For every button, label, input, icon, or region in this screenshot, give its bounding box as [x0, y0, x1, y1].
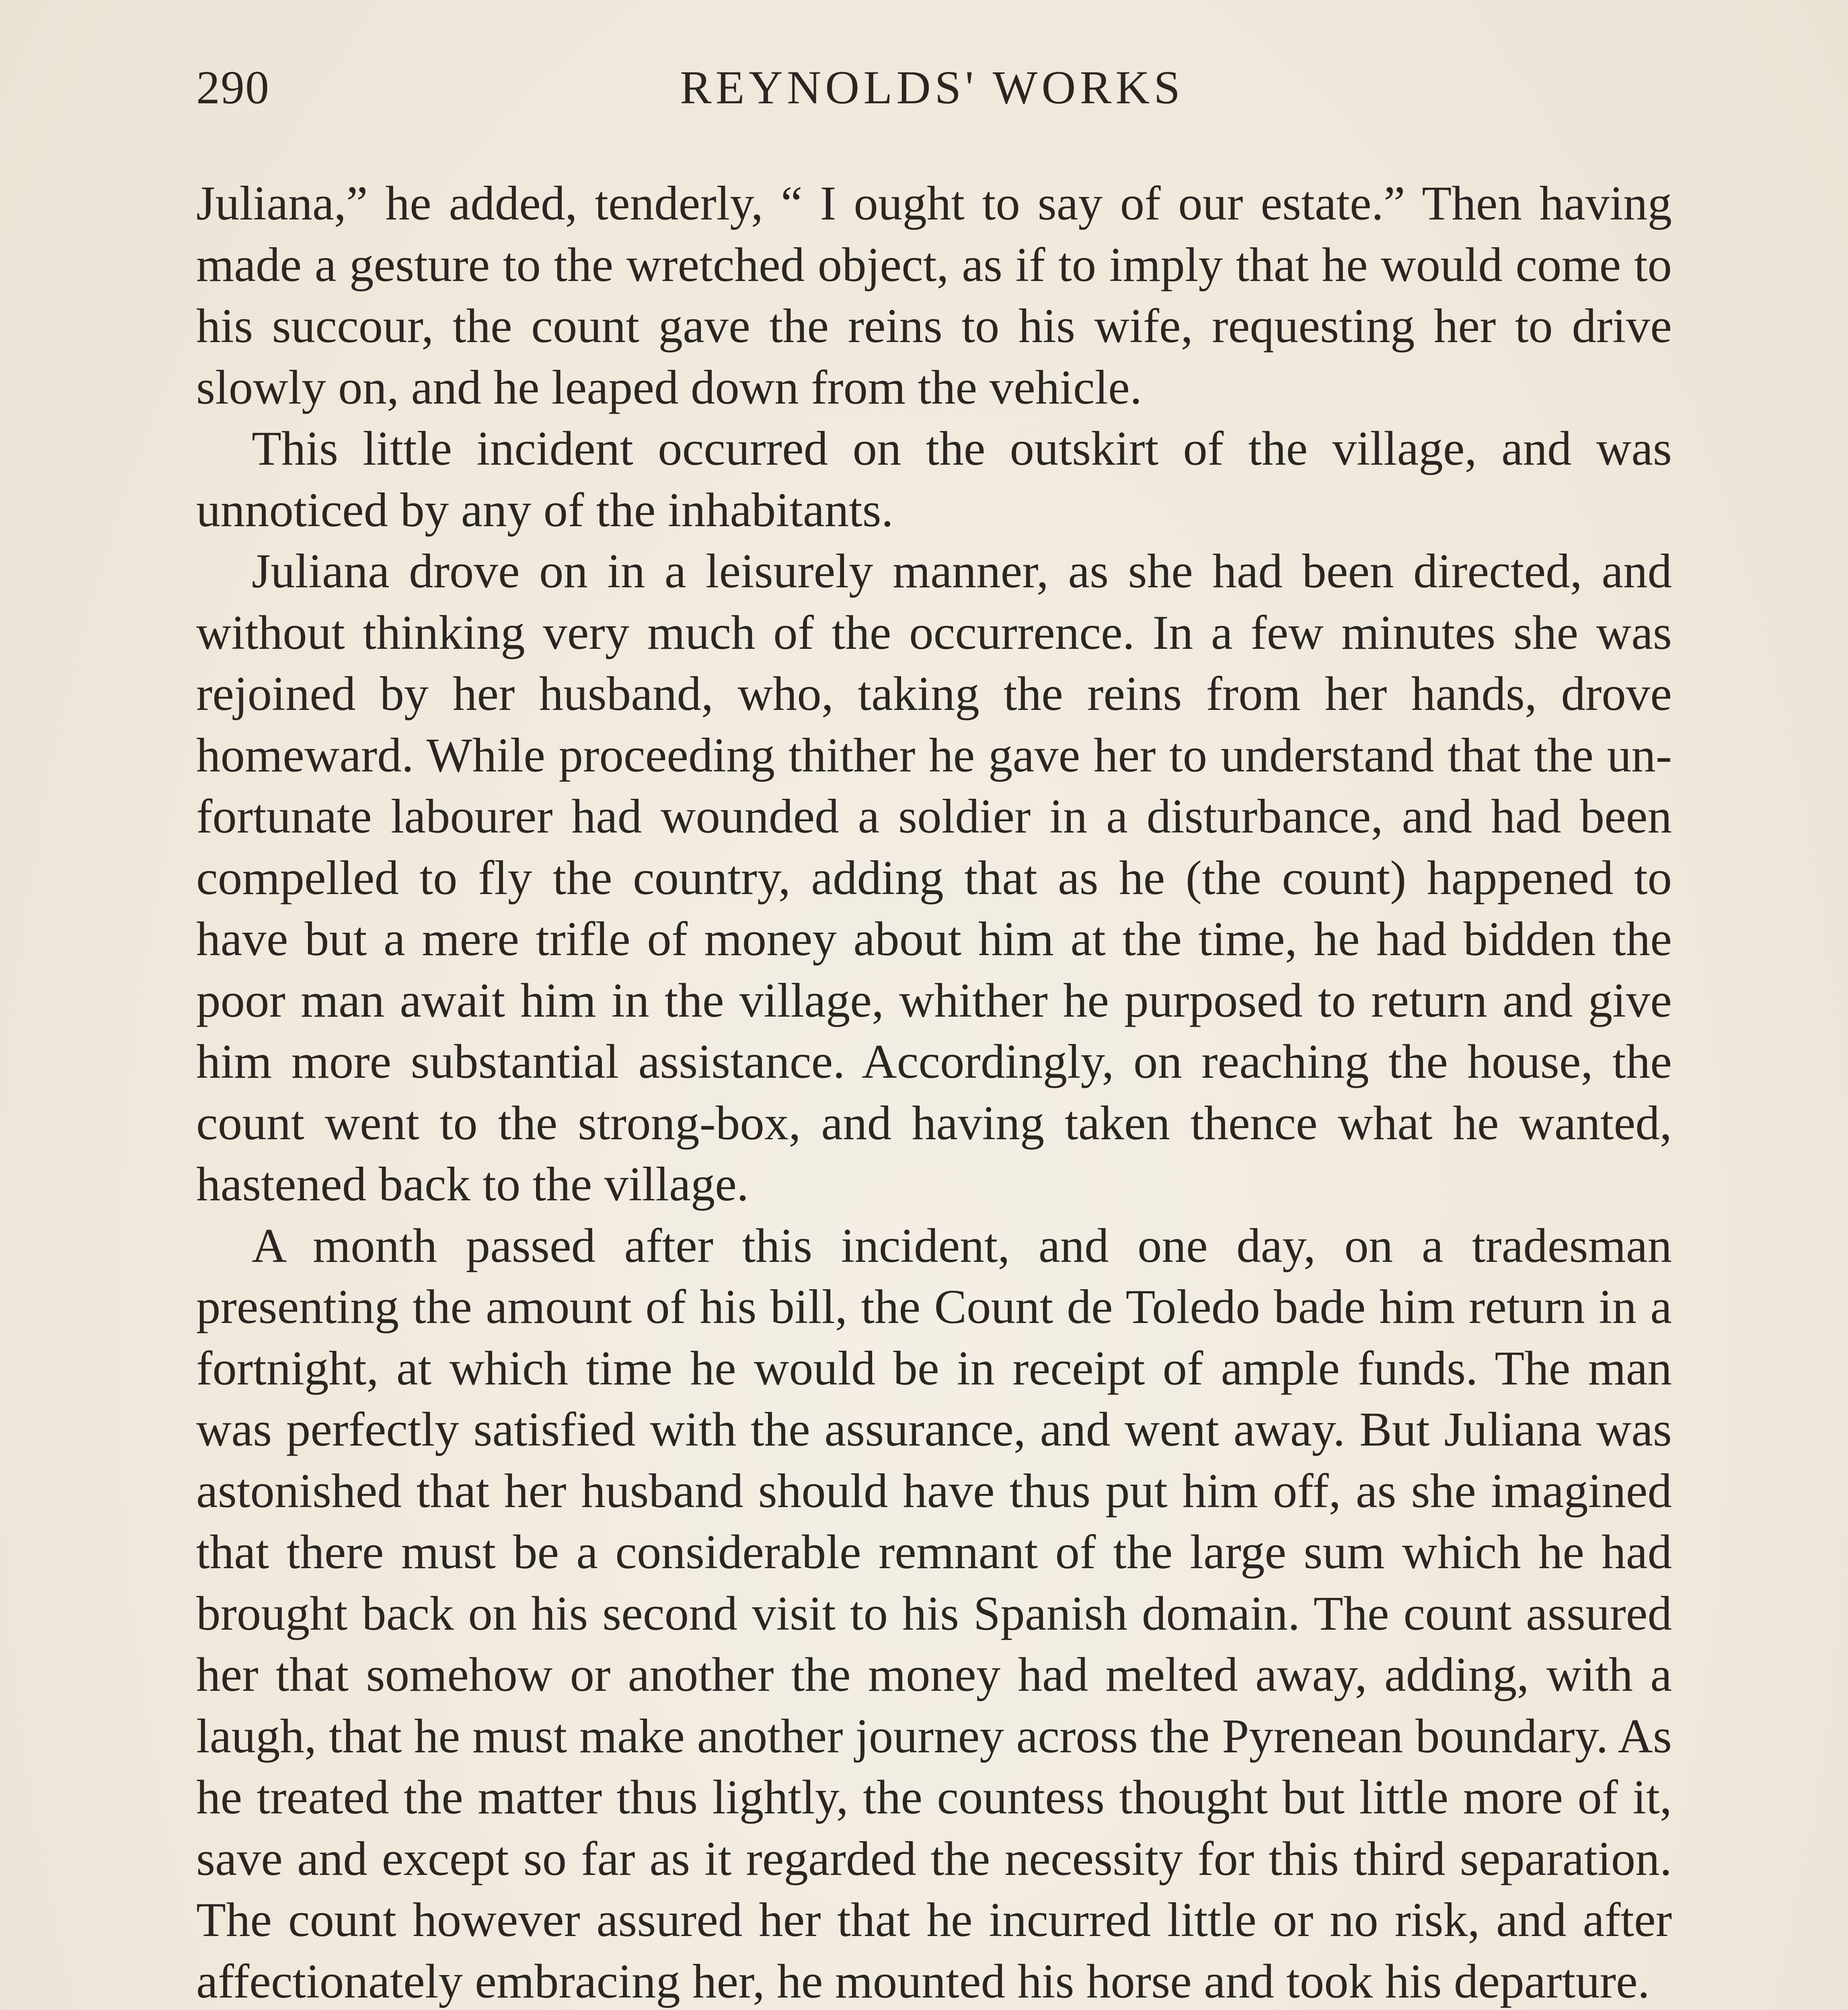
page-number: 290 [196, 61, 270, 114]
paragraph-4: A month passed after this incident, and one day, on a tradesman presenting the amount of his bill, the Count de Toledo bade him return in a fortnight, at which time he would be in receipt of ample funds. The man was perfectly satisfied with the assurance, and went away. But Juliana was astonished that her husband should have thus put him off, as she imagined that there must be a considerable remnant of the large sum which he had brought back on his second visit to his Spanish domain. The count assured her that somehow or another the money had melted away, adding, with a laugh, that he must make another journey across the Pyrenean boundary. As he treated the matter thus lightly, the countess thought but little more of it, save and except so far as it regarded the necessity for this third separation. The count however assured her that he incurred little or no risk, and after affectionately embracing her, he mounted his horse and took his departure. [196, 1218, 1672, 2008]
paragraph-1: Juliana,” he added, tenderly, “ I ought to say of our estate.” Then having made a gesture to the wretched object, as if to imply that he would come to his succour, the count gave the reins to his wife, requesting her to drive slowly on, and he leaped down from the vehicle. [196, 176, 1672, 414]
paragraph-2: This little incident occurred on the outskirt of the village, and was unnoticed by any of the inhabitants. [196, 422, 1672, 537]
paragraph-3: Juliana drove on in a leisurely manner, as she had been directed, and without thinking very much of the occurrence. In a few minutes she was rejoined by her husband, who, taking the reins from her hands, drove homeward. While proceeding thither he gave her to understand that the unfortunate labourer had wounded a soldier in a disturbance, and had been compelled to fly the country, adding that as he (the count) happened to have but a mere trifle of money about him at the time, he had bidden the poor man await him in the village, whither he purposed to return and give him more substantial assistance. Accordingly, on reaching the house, the count went to the strong-box, and having taken thence what he wanted, hastened back to the village. [196, 544, 1672, 1211]
body-text [196, 173, 1672, 2010]
page-header [196, 60, 1668, 125]
running-head: REYNOLDS' WORKS [680, 61, 1185, 114]
